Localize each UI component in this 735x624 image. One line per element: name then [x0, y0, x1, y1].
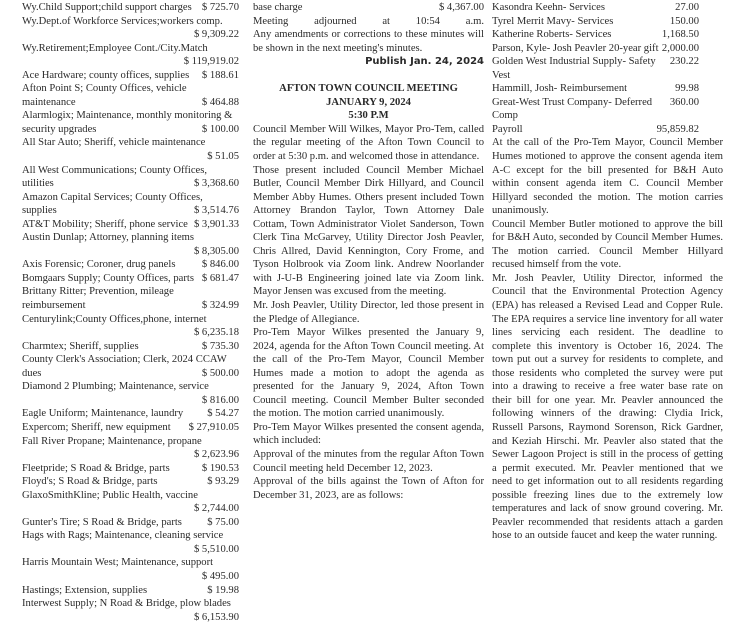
bill-amount: $ 19.98 [207, 584, 239, 596]
bill-amount: $ 464.88 [201, 96, 239, 108]
bill-entry [22, 435, 239, 462]
minutes-paragraph: Approval of the bills against the Town of Afton for December 31, 2023, are as follows: [253, 476, 484, 501]
town-bills-column [492, 1, 723, 543]
bill-entry [22, 164, 239, 191]
bill-name: All West Communications; County Offices, utilities [22, 164, 208, 190]
minutes-paragraph: Mr. Josh Peavler, Utility Director, informed the Council that the Environmental Protection Agency (EPA) has released a Revised Lead and Copper Rule. The EPA requires a service line inventory for all water lines servicing each resident. The deadline to complete this inventory is October 16, 2024. The town put out a survey for residents to complete, and those residents who completed the survey were put into a drawing to receive a free water base rate on their bill for one year. Mr. Peavler announced the following winners of the drawing: Clydia Irick, Russell Parsons, Raymond Sorenson, Rick Gardner, and Keziah Hirschi. Mr. Peavler also stated that the Sewer Lagoon Project is still in the process of getting a permit executed. Mr. Peavler mentioned that we need to get information out to all residents regarding possible freezing lines due to the extremely low temperatures and lack of snow ground covering. Mr. Peavler recommended that residents attach a garden hose to an outside faucet and keep the water running. [492, 272, 723, 542]
bill-amount: $ 27,910.05 [188, 421, 239, 433]
meeting-heading: AFTON TOWN COUNCIL MEETING [279, 83, 458, 95]
bill-entry [22, 109, 239, 136]
bill-entry [22, 584, 239, 598]
town-bill-row [492, 123, 723, 137]
bill-amount: 95,859.82 [656, 123, 699, 135]
bill-amount: $ 6,235.18 [193, 327, 239, 339]
bill-name: Wy.Child Support;child support charges [22, 2, 192, 13]
bill-name: Hammill, Josh- Reimbursement [492, 83, 628, 95]
minutes-paragraph: Mr. Josh Peavler, Utility Director, led those present in the Pledge of Allegiance. [253, 299, 484, 325]
minutes-paragraph: Approval of the minutes from the regular Afton Town Council meeting held December 12, 2023. [253, 449, 484, 474]
bill-entry [22, 462, 239, 476]
bill-name: GlaxoSmithKline; Public Health, vaccine [22, 489, 198, 501]
bill-amount: $ 2,623.96 [193, 449, 239, 461]
bill-name: Alarmlogix; Maintenance, monthly monitoring & security upgrades [22, 110, 233, 135]
bill-amount: $ 846.00 [201, 259, 239, 271]
bill-entry [22, 340, 239, 354]
bill-amount: 2,000.00 [661, 42, 699, 54]
bill-amount: $ 188.61 [201, 69, 239, 81]
bill-entry [22, 1, 239, 15]
bill-entry [22, 407, 239, 421]
bill-name: Hastings; Extension, supplies [22, 584, 148, 596]
bill-name: Afton Point S; County Offices, vehicle maintenance [22, 83, 187, 108]
minutes-paragraph: Council Member Butler motioned to approve the bill for B&H Auto, seconded by Council Member Humes. The motion carried. Council Member Hillyard recused himself from the vote. [492, 218, 723, 271]
bill-name: Fall River Propane; Maintenance, propane [22, 435, 202, 447]
bill-amount: $ 735.30 [201, 340, 239, 352]
bill-name: base charge [253, 2, 303, 13]
bill-amount: $ 9,309.22 [193, 29, 239, 41]
bill-amount: $ 3,901.33 [193, 218, 239, 230]
bill-name: Kasondra Keehn- Services [492, 2, 605, 13]
bill-amount: $ 3,514.76 [193, 205, 239, 217]
bill-name: Fleetpride; S Road & Bridge, parts [22, 462, 170, 474]
bill-amount: $ 4,367.00 [438, 2, 484, 13]
bill-entry [22, 136, 239, 163]
bill-entry [22, 69, 239, 83]
bill-name: Interwest Supply; N Road & Bridge, plow blades [22, 598, 231, 610]
bill-amount: $ 816.00 [201, 394, 239, 406]
town-bill-row [492, 55, 723, 82]
bill-name: All Star Auto; Sheriff, vehicle maintenance [22, 137, 206, 149]
minutes-paragraph: Those present included Council Member Michael Butler, Council Member Dirk Hillyard, and Council Member Abby Humes. Others present included Town Attorney Brandon Taylor, Town Attorney Dale Cottam, Town Administrator Violet Sanderson, Town Clerk Tina McGarvey, Utility Director Josh Peavler, Chris Allred, David Kennington, Cory Frome, and Tyson Holbrook via Zoom link. Andrew Noorlander with J-U-B Engineering joined late via Zoom link. Mayor Jensen was excused from the meeting. [253, 164, 484, 298]
bill-name: Eagle Uniform; Maintenance, laundry [22, 408, 184, 420]
minutes-column [253, 1, 484, 502]
bill-name: Charmtex; Sheriff, supplies [22, 340, 139, 352]
amendments-note: Any amendments or corrections to these minutes will be shown in the next meeting's minutes. [253, 29, 484, 54]
bill-name: Expercom; Sheriff, new equipment [22, 421, 171, 433]
bill-entry [22, 15, 239, 42]
adjourned-line: Meeting adjourned at 10:54 a.m. [253, 15, 484, 27]
bill-amount: $ 190.53 [201, 462, 239, 474]
bill-name: Golden West Industrial Supply- Safety Vest [492, 56, 656, 81]
bill-name: Amazon Capital Services; County Offices, supplies [22, 191, 203, 217]
minutes-paragraph: At the call of the Pro-Tem Mayor, Council Member Humes motioned to approve the consent agenda item A-C except for the bill presented for B&H Auto within consent agenda item C. Council Member Hillyard seconded the motion. The motion carries unanimously. [492, 137, 723, 217]
bill-name: Austin Dunlap; Attorney, planning items [22, 232, 195, 244]
bill-entry [22, 313, 239, 340]
bill-name: Centurylink;County Offices,phone, internet [22, 313, 207, 325]
town-bill-row [492, 15, 723, 29]
bill-name: Wy.Dept.of Workforce Services;workers comp. [22, 15, 223, 27]
bill-amount: 230.22 [669, 56, 699, 68]
bill-entry [22, 421, 239, 435]
bill-name: Payroll [492, 123, 523, 135]
publish-date: Publish Jan. 24, 2024 [365, 56, 484, 68]
minutes-paragraph: Pro-Tem Mayor Wilkes presented the consent agenda, which included: [253, 421, 484, 447]
town-bill-row [492, 42, 723, 56]
bill-entry [22, 475, 239, 489]
bill-entry [22, 191, 239, 218]
town-bill-row [492, 1, 723, 15]
bill-name: Katherine Roberts- Services [492, 29, 612, 41]
bill-name: Wy.Retirement;Employee Cont./City.Match [22, 42, 208, 54]
bill-entry [22, 353, 239, 380]
bill-name: Great-West Trust Company- Deferred Comp [492, 96, 653, 122]
bill-amount: $ 725.70 [201, 2, 239, 13]
town-bill-row [492, 96, 723, 123]
bill-amount: $ 3,368.60 [193, 178, 239, 190]
bill-amount: $ 324.99 [201, 300, 239, 312]
bill-name: Bomgaars Supply; County Offices, parts [22, 272, 194, 284]
bill-name: Diamond 2 Plumbing; Maintenance, service [22, 381, 209, 393]
bill-amount: $ 54.27 [207, 408, 239, 420]
minutes-paragraph: Council Member Will Wilkes, Mayor Pro-Tem, called the regular meeting of the Afton Town Council to order at 5:30 p.m. and welcomed those in attendance. [253, 123, 484, 162]
bill-entry [22, 82, 239, 109]
bill-amount: $ 6,153.90 [193, 611, 239, 623]
bill-amount: 99.98 [675, 83, 699, 95]
county-bills-list [22, 1, 239, 624]
bill-amount: $ 681.47 [201, 272, 239, 284]
bill-entry [22, 529, 239, 556]
bill-entry [22, 489, 239, 516]
bill-amount: $ 119,919.02 [183, 56, 239, 68]
bill-amount: $ 93.29 [207, 476, 239, 488]
bill-entry [22, 516, 239, 530]
bill-name: Floyd's; S Road & Bridge, parts [22, 476, 158, 488]
bill-entry [253, 1, 484, 15]
bill-amount: 1,168.50 [661, 29, 699, 41]
bill-amount: $ 51.05 [207, 151, 239, 163]
bill-amount: $ 495.00 [201, 570, 239, 582]
town-bill-row [492, 28, 723, 42]
bill-entry [22, 231, 239, 258]
bill-amount: $ 2,744.00 [193, 503, 239, 515]
bill-amount: 360.00 [669, 96, 699, 108]
bill-name: Tyrel Merrit Mavy- Services [492, 15, 614, 27]
bill-name: Parson, Kyle- Josh Peavler 20-year gift [492, 42, 659, 54]
bill-name: Harris Mountain West; Maintenance, support [22, 557, 214, 569]
bill-entry [22, 556, 239, 583]
bill-amount: 27.00 [675, 2, 699, 13]
bill-entry [22, 258, 239, 272]
bill-amount: 150.00 [669, 15, 699, 27]
bill-entry [22, 597, 239, 624]
meeting-time: 5:30 P.M [348, 110, 389, 122]
bill-amount: $ 100.00 [201, 123, 239, 135]
bill-amount: $ 5,510.00 [193, 543, 239, 555]
meeting-date: JANUARY 9, 2024 [326, 96, 411, 108]
bill-amount: $ 75.00 [207, 516, 239, 528]
bill-name: Brittany Ritter; Prevention, mileage reimbursement [22, 286, 174, 312]
bill-entry [22, 285, 239, 312]
bill-amount: $ 500.00 [201, 367, 239, 379]
bill-entry [22, 380, 239, 407]
bill-name: AT&T Mobility; Sheriff, phone service [22, 218, 188, 230]
town-bill-row [492, 82, 723, 96]
bill-name: Gunter's Tire; S Road & Bridge, parts [22, 516, 182, 528]
bill-entry [22, 218, 239, 232]
bill-name: Hags with Rags; Maintenance, cleaning service [22, 530, 224, 542]
minutes-paragraph: Pro-Tem Mayor Wilkes presented the January 9, 2024, agenda for the Afton Town Council meeting. At the call of the Pro-Tem Mayor, Council Member Humes made a motion to adopt the agenda as presented for the January 9, 2024, Afton Town Council meeting. Council Member Bulter seconded the motion. The motion carried unanimously. [253, 327, 484, 420]
bill-name: County Clerk's Association; Clerk, 2024 CCAW dues [22, 354, 227, 379]
bill-name: Axis Forensic; Coroner, drug panels [22, 259, 176, 271]
bill-entry [22, 42, 239, 69]
bill-name: Ace Hardware; county offices, supplies [22, 69, 190, 81]
bill-entry [22, 272, 239, 286]
bill-amount: $ 8,305.00 [193, 245, 239, 257]
